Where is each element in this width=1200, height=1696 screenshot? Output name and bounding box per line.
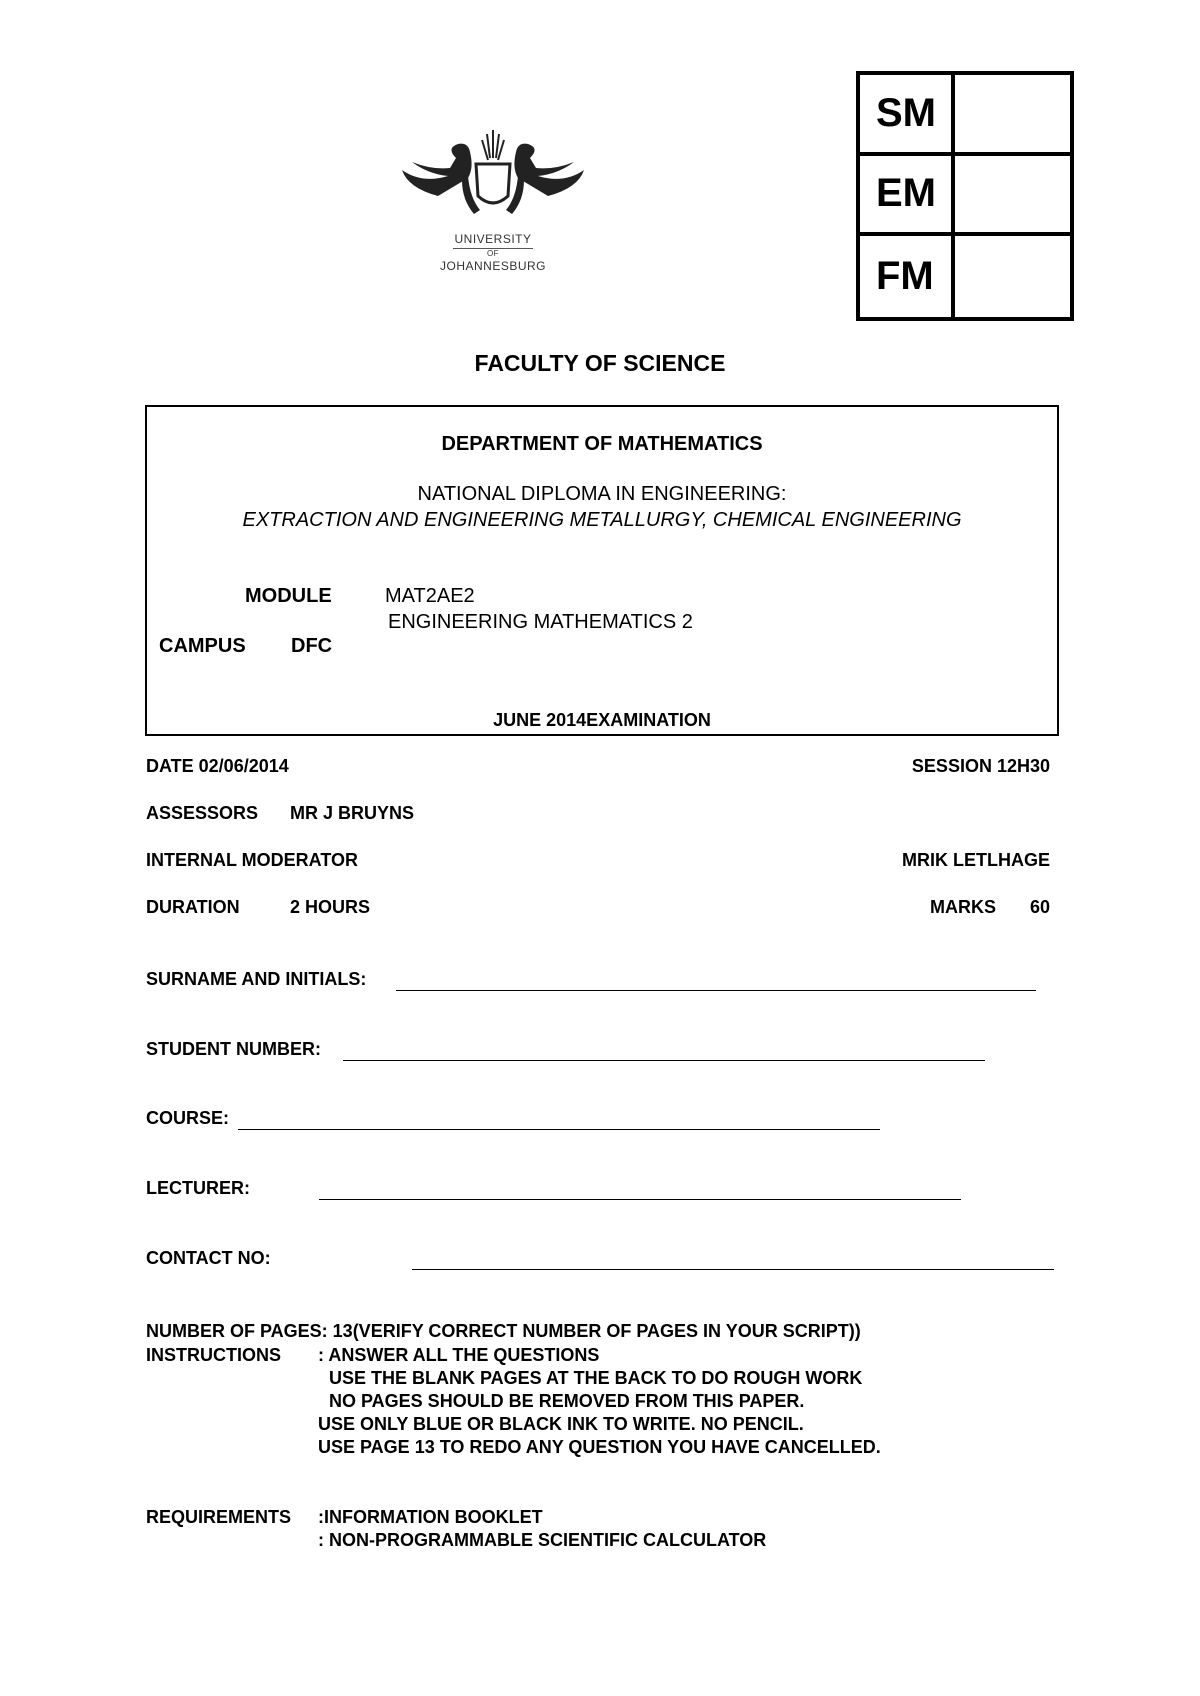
course-field[interactable] xyxy=(238,1129,880,1130)
marks-cell-em[interactable] xyxy=(955,156,1070,237)
contact-label: CONTACT NO: xyxy=(146,1248,271,1268)
course-label: COURSE: xyxy=(146,1108,230,1128)
lecturer-field[interactable] xyxy=(319,1199,961,1200)
logo-text-university: UNIVERSITY xyxy=(454,232,532,246)
surname-label: SURNAME AND INITIALS: xyxy=(146,969,367,989)
module-code: MAT2AE2 xyxy=(385,585,475,607)
university-logo xyxy=(398,118,588,278)
marks-cell-sm[interactable] xyxy=(955,75,1070,156)
logo-text-johannesburg: JOHANNESBURG xyxy=(439,259,546,273)
requirement-line-1: :INFORMATION BOOKLET xyxy=(318,1507,543,1527)
contact-field[interactable] xyxy=(412,1269,1054,1270)
university-crest-icon xyxy=(398,118,588,228)
module-label: MODULE xyxy=(245,585,332,607)
exam-title: JUNE 2014EXAMINATION xyxy=(493,710,711,730)
surname-field[interactable] xyxy=(396,990,1036,991)
marks-label: MARKS xyxy=(930,897,996,917)
duration-value: 2 HOURS xyxy=(290,897,371,917)
instruction-line-4: USE ONLY BLUE OR BLACK INK TO WRITE. NO PENCIL. xyxy=(318,1414,804,1434)
instructions-label: INSTRUCTIONS xyxy=(146,1345,281,1365)
instruction-line-1: : ANSWER ALL THE QUESTIONS xyxy=(318,1345,600,1365)
marks-cell-fm[interactable] xyxy=(955,236,1070,317)
diploma-title: NATIONAL DIPLOMA IN ENGINEERING: xyxy=(417,483,787,505)
module-name: ENGINEERING MATHEMATICS 2 xyxy=(388,611,693,633)
department-box xyxy=(145,405,1059,736)
student-number-field[interactable] xyxy=(343,1060,985,1061)
diploma-streams: EXTRACTION AND ENGINEERING METALLURGY, CHEMICAL ENGINEERING xyxy=(242,509,962,531)
moderator-value: MRIK LETLHAGE xyxy=(902,850,1050,870)
instruction-line-5: USE PAGE 13 TO REDO ANY QUESTION YOU HAVE CANCELLED. xyxy=(318,1437,881,1457)
marks-label-sm: SM xyxy=(860,75,955,156)
moderator-label: INTERNAL MODERATOR xyxy=(146,850,359,870)
requirements-label: REQUIREMENTS xyxy=(146,1507,292,1527)
logo-text-of: OF xyxy=(453,248,533,258)
lecturer-label: LECTURER: xyxy=(146,1178,250,1198)
instruction-line-2: USE THE BLANK PAGES AT THE BACK TO DO ROUGH WORK xyxy=(329,1368,863,1388)
faculty-heading: FACULTY OF SCIENCE xyxy=(474,350,726,376)
requirement-line-2: : NON-PROGRAMMABLE SCIENTIFIC CALCULATOR xyxy=(318,1530,767,1550)
marks-label-fm: FM xyxy=(860,236,955,317)
marks-value: 60 xyxy=(1029,897,1050,917)
duration-label: DURATION xyxy=(146,897,240,917)
number-of-pages: NUMBER OF PAGES: 13(VERIFY CORRECT NUMBER OF PAGES IN YOUR SCRIPT)) xyxy=(146,1321,861,1341)
marks-grid xyxy=(856,71,1074,321)
assessors-label: ASSESSORS xyxy=(146,803,259,823)
student-number-label: STUDENT NUMBER: xyxy=(146,1039,321,1059)
assessors-value: MR J BRUYNS xyxy=(290,803,415,823)
instruction-line-3: NO PAGES SHOULD BE REMOVED FROM THIS PAPER. xyxy=(329,1391,805,1411)
campus-value: DFC xyxy=(291,635,333,657)
department-title: DEPARTMENT OF MATHEMATICS xyxy=(441,433,763,455)
exam-session: SESSION 12H30 xyxy=(911,756,1050,776)
campus-label: CAMPUS xyxy=(159,635,246,657)
marks-label-em: EM xyxy=(860,156,955,237)
exam-date: DATE 02/06/2014 xyxy=(146,756,289,776)
